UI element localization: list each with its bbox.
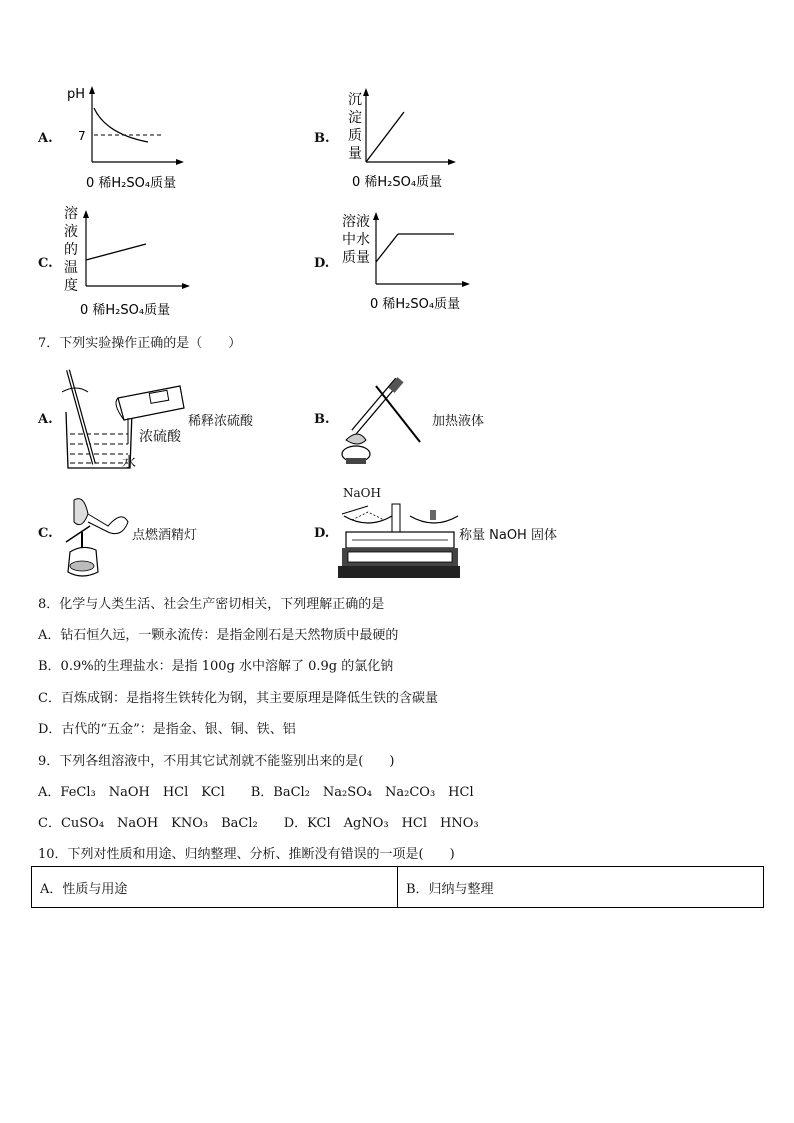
option-letter: C. bbox=[38, 256, 53, 271]
option-letter: D. bbox=[314, 526, 330, 541]
axis-label-y: 溶液 bbox=[342, 214, 370, 230]
table-header-a: A．性质与用途 bbox=[40, 881, 128, 897]
caption-heating: 加热液体 bbox=[432, 414, 485, 429]
label-naoh: NaOH bbox=[343, 486, 381, 500]
axis-label-x: 0 稀H₂SO₄质量 bbox=[80, 303, 171, 318]
q8-option-d: D．古代的“五金”：是指金、银、铜、铁、铝 bbox=[38, 722, 296, 737]
label-water: 水 bbox=[122, 455, 136, 471]
precipitate-graph bbox=[336, 84, 476, 194]
option-letter: A. bbox=[38, 412, 53, 427]
axis-label-y: 沉 bbox=[348, 92, 362, 108]
question-7-stem: 7．下列实验操作正确的是（ ） bbox=[38, 336, 242, 351]
balance-illustration bbox=[338, 500, 460, 582]
ph-graph bbox=[62, 82, 212, 194]
table-header-b: B．归纳与整理 bbox=[397, 867, 763, 907]
axis-label-ph: pH bbox=[67, 87, 86, 102]
q8-option-c: C．百炼成钢：是指将生铁转化为钢，其主要原理是降低生铁的含碳量 bbox=[38, 691, 438, 706]
option-letter: A. bbox=[38, 131, 53, 146]
svg-text:质: 质 bbox=[348, 128, 362, 144]
svg-text:温: 温 bbox=[64, 260, 78, 276]
q8-option-b: B．0.9%的生理盐水：是指 100g 水中溶解了 0.9g 的氯化钠 bbox=[38, 659, 394, 674]
axis-label-y: 溶 bbox=[64, 206, 78, 222]
svg-text:度: 度 bbox=[64, 278, 78, 294]
caption-diluting: 稀释浓硫酸 bbox=[188, 414, 254, 429]
water-mass-graph bbox=[340, 210, 490, 320]
svg-text:液: 液 bbox=[64, 224, 78, 240]
axis-label-x: 0 稀H₂SO₄质量 bbox=[86, 176, 177, 191]
q9-row-1: A．FeCl₃ NaOH HCl KCl B．BaCl₂ Na₂SO₄ Na₂CO₃ HCl bbox=[38, 785, 474, 800]
axis-label-x: 0 稀H₂SO₄质量 bbox=[352, 175, 443, 190]
temperature-graph bbox=[62, 204, 212, 320]
option-letter: C. bbox=[38, 526, 53, 541]
question-10-stem: 10．下列对性质和用途、归纳整理、分析、推断没有错误的一项是( ) bbox=[38, 847, 455, 862]
caption-weighing: 称量 NaOH 固体 bbox=[459, 528, 557, 543]
heating-liquid-illustration bbox=[336, 368, 432, 468]
svg-text:质量: 质量 bbox=[342, 250, 370, 266]
option-letter: B. bbox=[314, 412, 330, 427]
svg-text:量: 量 bbox=[348, 146, 362, 162]
caption-lighting: 点燃酒精灯 bbox=[132, 528, 198, 543]
option-letter: B. bbox=[314, 131, 330, 146]
question-8-stem: 8．化学与人类生活、社会生产密切相关，下列理解正确的是 bbox=[38, 597, 385, 612]
q8-option-a: A．钻石恒久远，一颗永流传：是指金刚石是天然物质中最硬的 bbox=[38, 628, 399, 643]
question-9-stem: 9．下列各组溶液中，不用其它试剂就不能鉴别出来的是( ) bbox=[38, 754, 395, 769]
q10-table bbox=[31, 866, 764, 908]
ph-7-label: 7 bbox=[78, 129, 86, 143]
axis-label-x: 0 稀H₂SO₄质量 bbox=[370, 297, 461, 312]
option-letter: D. bbox=[314, 256, 330, 271]
svg-text:的: 的 bbox=[64, 242, 78, 258]
label-conc-acid: 浓硫酸 bbox=[139, 429, 181, 445]
lighting-lamp-illustration bbox=[60, 492, 136, 582]
svg-text:淀: 淀 bbox=[348, 110, 362, 126]
q9-row-2: C．CuSO₄ NaOH KNO₃ BaCl₂ D．KCl AgNO₃ HCl HNO₃ bbox=[38, 816, 479, 831]
svg-text:中水: 中水 bbox=[342, 232, 370, 248]
